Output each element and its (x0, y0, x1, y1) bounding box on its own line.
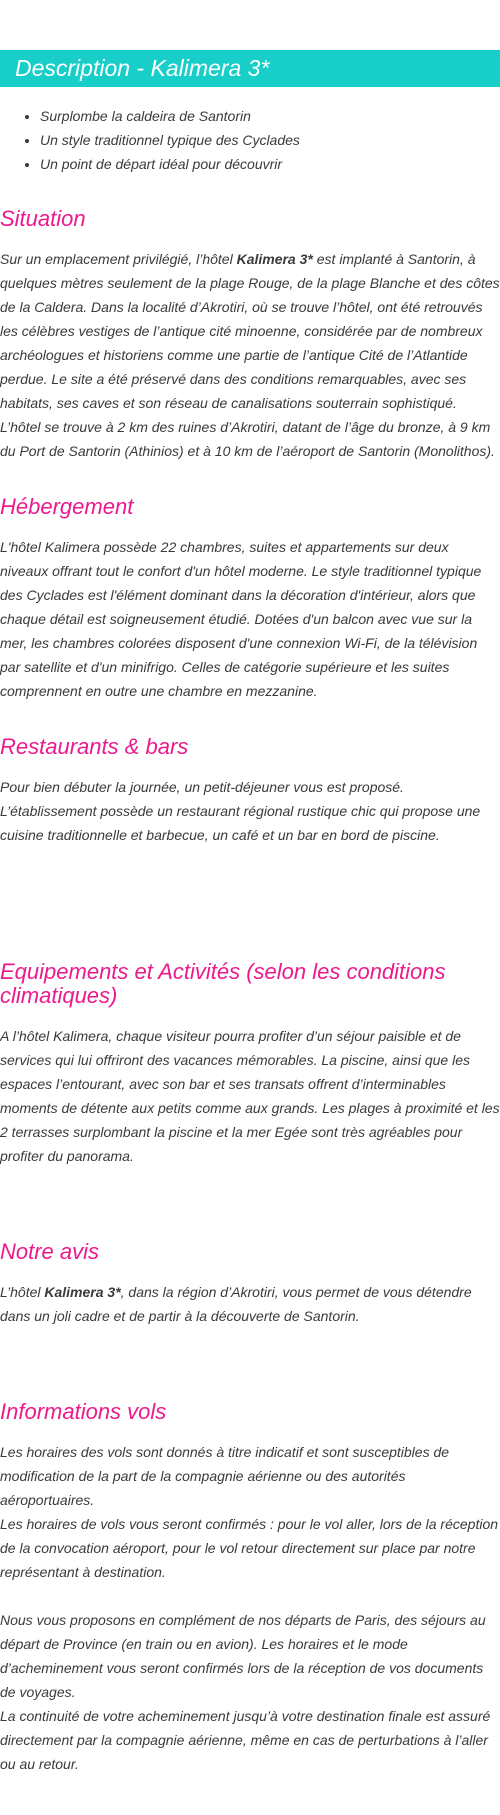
highlight-item: • Un style traditionnel typique des Cyclades (40, 128, 500, 152)
vols-section (0, 1400, 500, 1776)
hebergement-heading: Hébergement (0, 494, 134, 519)
avis-heading: Notre avis (0, 1239, 100, 1264)
restaurants-section (0, 735, 500, 847)
highlight-item: • Surplombe la caldeira de Santorin (40, 104, 500, 128)
situation-heading: Situation (0, 206, 86, 231)
hebergement-text: L'hôtel Kalimera possède 22 chambres, suites et appartements sur deux niveaux offrant tout le confort d'un hôtel moderne. Le style traditionnel typique des Cyclades est l'élément dominant dans la décoration d'intérieur, alors que chaque détail est soigneusement étudié. Dotées d'un balcon avec vue sur la mer, les chambres colorées disposent d'une connexion Wi-Fi, de la télévision par satellite et d'un minifrigo. Celles de catégorie supérieure et les suites comprennent en outre une chambre en mezzanine. (0, 539, 482, 699)
vols-text-4: La continuité de votre acheminement jusqu’à votre destination finale est assuré directement par la compagnie aérienne, même en cas de perturbations à l’aller ou au retour. (0, 1708, 491, 1772)
restaurants-text-2: L’établissement possède un restaurant régional rustique chic qui propose une cuisine traditionnelle et barbecue, un café et un bar en bord de piscine. (0, 803, 481, 843)
restaurants-text-1: Pour bien débuter la journée, un petit-déjeuner vous est proposé. (0, 779, 404, 795)
avis-text: L’hôtel Kalimera 3*, dans la région d’Akrotiri, vous permet de vous détendre dans un joli cadre et de partir à la découverte de Santorin. (0, 1284, 472, 1324)
situation-text: Sur un emplacement privilégié, l’hôtel Kalimera 3* est implanté à Santorin, à quelques mètres seulement de la plage Rouge, de la plage Blanche et des côtes de la Caldera. Dans la localité d’Akrotiri, où se trouve l’hôtel, ont été retrouvés les célèbres vestiges de l’antique cité minoenne, considérée par de nombreux archéologues et historiens comme une partie de l’antique Cité de l’Atlantide perdue. Le site a été préservé dans des conditions remarquables, avec ses habitats, ses caves et son réseau de canalisations souterrain sophistiqué. L’hôtel se trouve à 2 km des ruines d’Akrotiri, datant de l’âge du bronze, à 9 km du Port de Santorin (Athinios) et à 10 km de l’aéroport de Santorin (Monolithos). (0, 251, 500, 459)
equipements-heading: Equipements et Activités (selon les conditions climatiques) (0, 959, 446, 1008)
highlight-item: • Un point de départ idéal pour découvrir (40, 152, 500, 176)
situation-section (0, 207, 500, 463)
hebergement-section (0, 495, 500, 703)
equipements-section (0, 960, 500, 1168)
hotel-name: Kalimera 3* (44, 1284, 121, 1300)
page-title: Description - Kalimera 3* (15, 55, 270, 81)
vols-text-2: Les horaires de vols vous seront confirmés : pour le vol aller, lors de la réception de la convocation aéroport, pour le vol retour directement sur place par notre représentant à destination. (0, 1516, 499, 1580)
vols-text-3: Nous vous proposons en complément de nos départs de Paris, des séjours au départ de Province (en train ou en avion). Les horaires et le mode d’acheminement vous seront confirmés lors de la réception de vos documents de voyages. (0, 1612, 486, 1700)
avis-section (0, 1240, 500, 1328)
description-banner (0, 50, 500, 87)
equipements-text: A l’hôtel Kalimera, chaque visiteur pourra profiter d’un séjour paisible et de services qui lui offriront des vacances mémorables. La piscine, ainsi que les espaces l’entourant, avec son bar et ses transats offrent d’interminables moments de détente aux petits comme aux grands. Les plages à proximité et les 2 terrasses surplombant la piscine et la mer Egée sont très agréables pour profiter du panorama. (0, 1028, 500, 1164)
vols-text-1: Les horaires des vols sont donnés à titre indicatif et sont susceptibles de modification de la part de la compagnie aérienne ou des autorités aéroportuaires. (0, 1444, 450, 1508)
highlights-list (0, 104, 500, 176)
vols-heading: Informations vols (0, 1399, 167, 1424)
hotel-name: Kalimera 3* (236, 251, 313, 267)
restaurants-heading: Restaurants & bars (0, 734, 189, 759)
